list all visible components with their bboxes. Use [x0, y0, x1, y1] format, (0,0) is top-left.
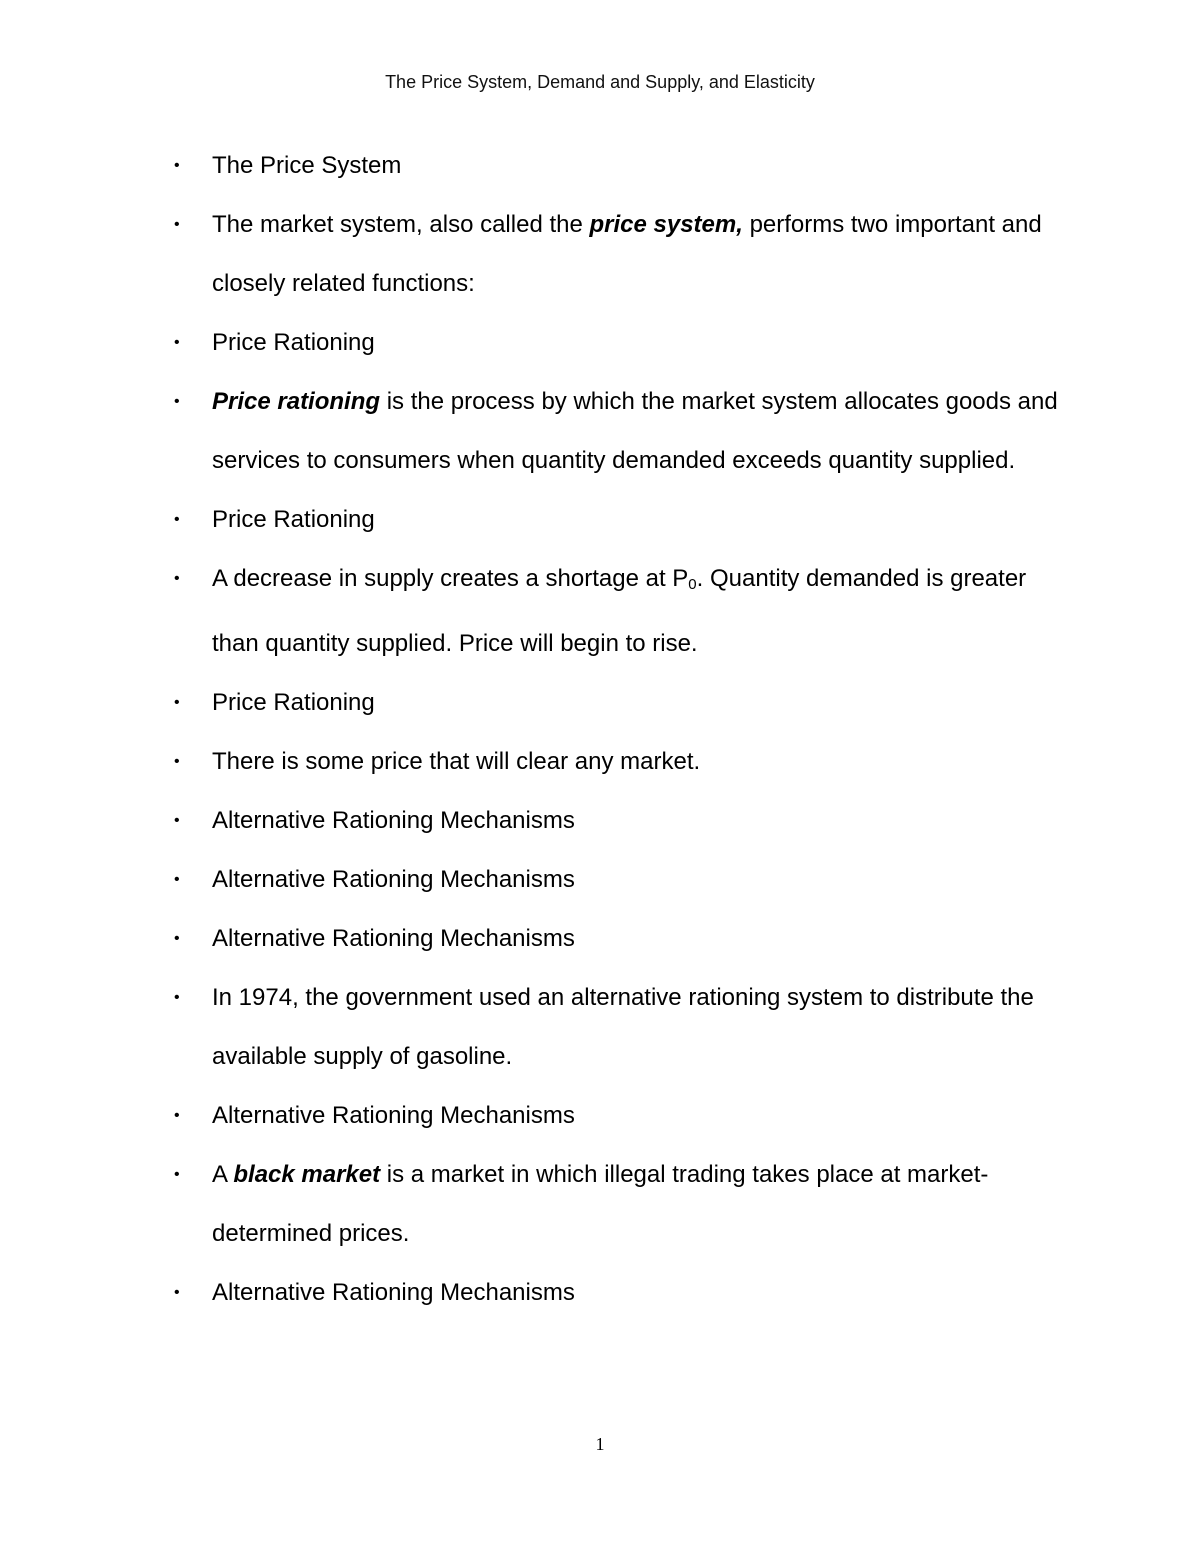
text-segment: . Quantity demanded is greater than quantity supplied. Price will begin to rise.: [212, 565, 1027, 657]
list-item-text: [212, 1161, 988, 1247]
bullet-icon: •: [174, 930, 180, 947]
list-item: [0, 791, 1072, 850]
list-item-text: [212, 565, 1026, 657]
bullet-icon: •: [174, 157, 180, 174]
bullet-icon: •: [174, 1107, 180, 1124]
list-item: [0, 549, 1072, 673]
list-item-text: There is some price that will clear any market.: [212, 748, 701, 775]
bullet-list: [0, 136, 1200, 1322]
list-item-text: Price Rationing: [212, 506, 375, 533]
list-item: [0, 1086, 1072, 1145]
list-item-text: [212, 388, 1058, 474]
list-item: [0, 372, 1072, 490]
list-item-text: [212, 211, 1042, 297]
list-item-text: Alternative Rationing Mechanisms: [212, 807, 575, 834]
list-item: [0, 850, 1072, 909]
list-item: [0, 490, 1072, 549]
list-item: [0, 909, 1072, 968]
bullet-icon: •: [174, 1166, 180, 1183]
bullet-icon: •: [174, 871, 180, 888]
list-item-text: Alternative Rationing Mechanisms: [212, 925, 575, 952]
bullet-icon: •: [174, 216, 180, 233]
list-item-text: In 1974, the government used an alternative rationing system to distribute the available supply of gasoline.: [212, 984, 1034, 1070]
bullet-icon: •: [174, 989, 180, 1006]
text-segment: A: [212, 1161, 234, 1188]
text-segment: A decrease in supply creates a shortage at P: [212, 565, 689, 592]
list-item-text: Alternative Rationing Mechanisms: [212, 1279, 575, 1306]
list-item-text: Alternative Rationing Mechanisms: [212, 866, 575, 893]
text-segment: is a market in which illegal trading takes place at market-determined prices.: [212, 1161, 989, 1247]
bullet-icon: •: [174, 812, 180, 829]
list-item: [0, 673, 1072, 732]
page-header: The Price System, Demand and Supply, and Elasticity: [385, 72, 815, 92]
emphasized-term: price system,: [589, 211, 743, 238]
bullet-icon: •: [174, 511, 180, 528]
text-segment: performs two important and closely related functions:: [212, 211, 1042, 297]
bullet-icon: •: [174, 334, 180, 351]
text-segment: The market system, also called the: [212, 211, 590, 238]
page-number: 1: [595, 1434, 605, 1454]
bullet-icon: •: [174, 694, 180, 711]
text-segment: is the process by which the market system allocates goods and services to consumers when quantity demanded exceeds quantity supplied.: [212, 388, 1058, 474]
emphasized-term: Price rationing: [212, 388, 381, 415]
bullet-icon: •: [174, 1284, 180, 1301]
bullet-icon: •: [174, 393, 180, 410]
list-item: [0, 732, 1072, 791]
subscript: 0: [688, 576, 697, 593]
list-item: [0, 136, 1072, 195]
list-item-text: Price Rationing: [212, 329, 375, 356]
list-item-text: Price Rationing: [212, 689, 375, 716]
emphasized-term: black market: [233, 1161, 381, 1188]
bullet-icon: •: [174, 753, 180, 770]
bullet-icon: •: [174, 570, 180, 587]
list-item: [0, 1145, 1072, 1263]
list-item: [0, 1263, 1072, 1322]
list-item-text: Alternative Rationing Mechanisms: [212, 1102, 575, 1129]
list-item: [0, 313, 1072, 372]
list-item-text: The Price System: [212, 152, 402, 179]
list-item: [0, 195, 1072, 313]
list-item: [0, 968, 1072, 1086]
